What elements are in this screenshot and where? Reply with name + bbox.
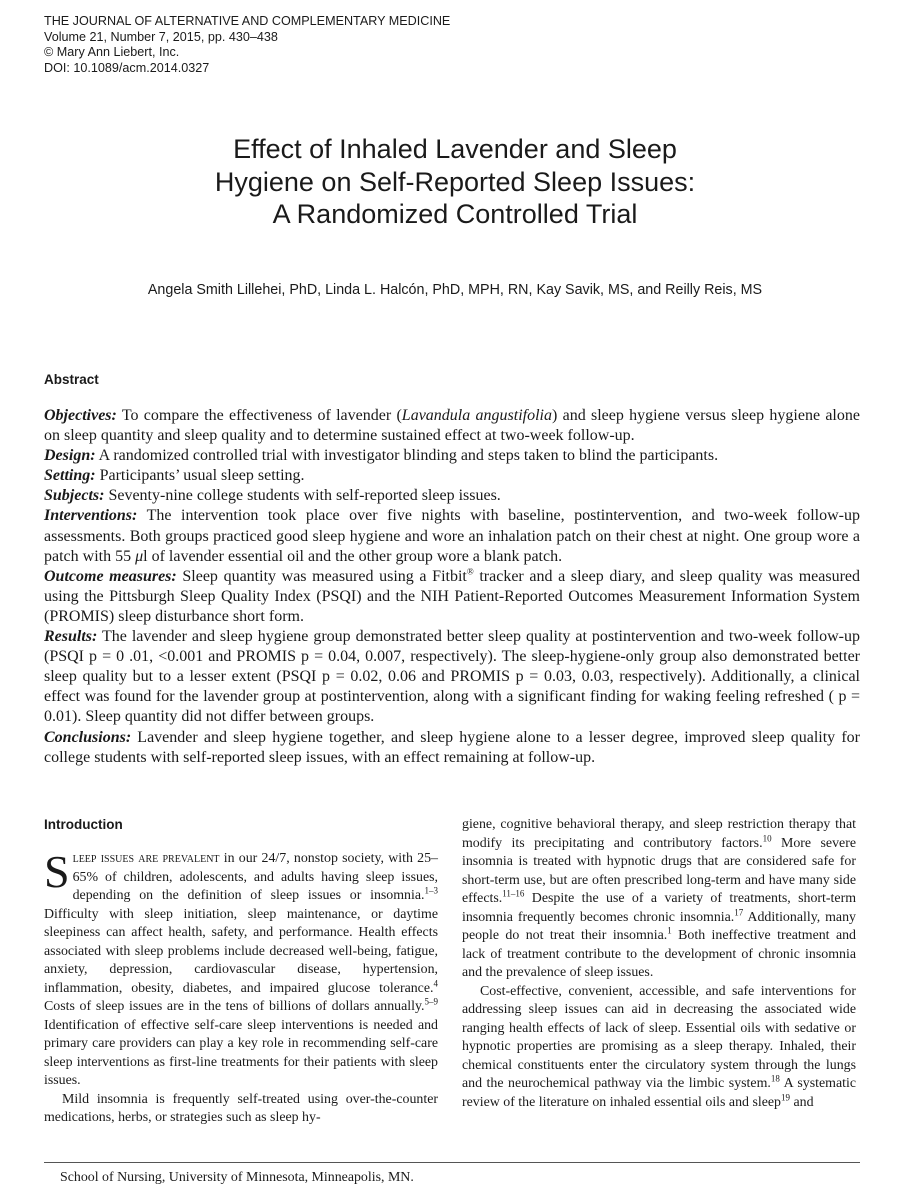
abstract-subjects — [44, 486, 860, 506]
conclusions-text: Lavender and sleep hygiene together, and sleep hygiene alone to a lesser degree, improved sleep quality for college students with self-reported sleep issues, with an effect remaining at follow-up. — [44, 728, 860, 766]
article-title — [0, 133, 910, 231]
citation-ref: 1–3 — [424, 885, 438, 896]
intro-text: Cost-effective, convenient, accessible, and safe interventions for addressing sleep issues can aid in decreasing the associated wide ranging health effects of lack of sleep. Essential oils with sedative or hypnotic properties are promising as a sleep therapy. Inhaled, their chemical constituents enter the circulatory system through the lungs and the neurochemical pathway via the limbic system. — [462, 983, 856, 1091]
setting-text: Participants’ usual sleep setting. — [95, 467, 305, 485]
results-text: The lavender and sleep hygiene group demonstrated better sleep quality at postintervention and two-week follow-up (PSQI p = 0 .01, <0.001 and PROMIS p = 0.04, 0.007, respectively). The sleep-hygiene-only group also demonstrated better sleep quality but to a lesser extent (PSQI p = 0.02, 0.06 and PROMIS p = 0.03, 0.03, respectively). Additionally, a clinical effect was found for the lavender group at postintervention, along with a significant finding for waking feeling refreshed ( p = 0.01). Sleep quantity did not differ between groups. — [44, 628, 860, 726]
intro-text: Both ineffective treatment and lack of treatment contribute to the development of chronic insomnia and the prevalence of sleep issues. — [462, 928, 857, 980]
journal-volume: Volume 21, Number 7, 2015, pp. 430–438 — [44, 29, 278, 44]
intro-text: giene, cognitive behavioral therapy, and sleep restriction therapy that modify its precipitating and contributory factors. — [462, 817, 856, 851]
intro-text: Identification of effective self-care sleep interventions is needed and primary care providers can play a key role in recommending self-care sleep interventions as first-line treatments for their patients with sleep issues. — [44, 1017, 438, 1088]
outcome-text: Sleep quantity was measured using a Fitbit — [176, 567, 467, 585]
species-name: Lavandula angustifolia — [401, 407, 552, 424]
title-line-1: Effect of Inhaled Lavender and Sleep — [233, 134, 677, 164]
abstract-conclusions — [44, 728, 860, 768]
citation-ref: 19 — [781, 1091, 790, 1102]
intro-paragraph-2: Mild insomnia is frequently self-treated using over-the-counter medications, herbs, or strategies such as sleep hy- — [44, 1091, 438, 1125]
citation-ref: 4 — [433, 977, 438, 988]
title-line-3: A Randomized Controlled Trial — [272, 199, 638, 229]
design-text: A randomized controlled trial with investigator blinding and steps taken to blind the participants. — [95, 447, 719, 465]
intro-text: in our 24/7, nonstop society, with 25–65% of children, adolescents, and adults having sleep issues, depending on the definition of sleep issues or insomnia. — [72, 851, 438, 903]
citation-ref: 17 — [734, 906, 744, 917]
intro-text: Despite the use of a variety of treatments, short-term insomnia frequently becomes chronic insomnia. — [462, 891, 856, 925]
abstract-setting — [44, 466, 860, 486]
interventions-label: Interventions: — [44, 507, 138, 525]
title-line-2: Hygiene on Self-Reported Sleep Issues: — [214, 166, 696, 197]
abstract-objectives — [44, 406, 860, 446]
abstract-interventions — [44, 506, 860, 566]
journal-copyright: © Mary Ann Liebert, Inc. — [44, 45, 180, 60]
citation-ref: 18 — [770, 1073, 780, 1084]
drop-cap: S — [44, 846, 70, 897]
intro-text: A systematic review of the literature on inhaled essential oils and sleep — [462, 1076, 856, 1110]
setting-label: Setting: — [44, 467, 96, 485]
intro-paragraph-2-cont — [462, 816, 856, 983]
abstract-body — [44, 406, 860, 768]
abstract-outcome-measures — [44, 567, 860, 627]
journal-doi: DOI: 10.1089/acm.2014.0327 — [44, 60, 210, 75]
intro-right-column — [462, 816, 856, 1112]
objectives-label: Objectives: — [44, 407, 117, 424]
footnote-divider — [44, 1162, 860, 1163]
intro-text: and — [790, 1094, 814, 1110]
results-label: Results: — [44, 628, 98, 646]
subjects-text: Seventy-nine college students with self-reported sleep issues. — [104, 487, 501, 505]
abstract-results — [44, 627, 860, 727]
citation-ref: 10 — [762, 832, 772, 843]
interventions-text: The intervention took place over five nights with baseline, postintervention, and two-week follow-up assessments. Both groups practiced good sleep hygiene and wore an inhalation patch on their chest at night. One group wore a patch with 55 — [44, 507, 860, 565]
journal-header — [44, 14, 450, 76]
citation-ref: 5–9 — [424, 996, 438, 1007]
citation-ref: 1 — [667, 925, 672, 936]
intro-paragraph-3 — [462, 983, 856, 1113]
abstract-heading: Abstract — [44, 372, 99, 387]
author-affiliation: School of Nursing, University of Minnesota, Minneapolis, MN. — [60, 1170, 414, 1185]
design-label: Design: — [44, 447, 96, 465]
outcome-label: Outcome measures: — [44, 567, 177, 585]
author-list: Angela Smith Lillehei, PhD, Linda L. Halcón, PhD, MPH, RN, Kay Savik, MS, and Reilly Reis, MS — [147, 282, 763, 298]
conclusions-label: Conclusions: — [44, 728, 132, 746]
citation-ref: 11–16 — [502, 888, 525, 899]
journal-name: THE JOURNAL OF ALTERNATIVE AND COMPLEMENTARY MEDICINE — [44, 14, 451, 28]
intro-left-column — [44, 816, 438, 1128]
intro-text: More severe insomnia is treated with hypnotic drugs that are considered safe for short-term use, but are often prescribed long-term and have many side effects. — [462, 835, 856, 906]
lead-in-smallcaps: leep issues are prevalent — [72, 851, 220, 866]
intro-text: Costs of sleep issues are in the tens of billions of dollars annually. — [44, 999, 425, 1014]
objectives-text: To compare the effectiveness of lavender ( — [116, 407, 402, 424]
intro-heading: Introduction — [44, 817, 123, 832]
outcome-text-end: tracker and a sleep diary, and sleep quality was measured using the Pittsburgh Sleep Quality Index (PSQI) and the NIH Patient-Reported Outcomes Measurement Information System (PROMIS) sleep disturbance short form. — [44, 567, 861, 625]
intro-paragraph-1 — [44, 846, 438, 1091]
interventions-text-end: l of lavender essential oil and the other group wore a blank patch. — [143, 547, 563, 565]
intro-text: Difficulty with sleep initiation, sleep maintenance, or daytime sleepiness can affect health, safety, and performance. Health effects associated with sleep problems include decreased well-being, fatigue, anxiety, depression, cardiovascular disease, hypertension, inflammation, obesity, diabetes, and impaired glucose tolerance. — [44, 906, 438, 996]
objectives-text-end: ) and sleep hygiene versus sleep hygiene alone on sleep quantity and sleep quality and to determine sustained effect at two-week follow-up. — [44, 407, 860, 445]
registered-mark: ® — [466, 566, 474, 577]
intro-text: Additionally, many people do not treat their insomnia. — [462, 909, 856, 943]
micro-symbol: μ — [135, 547, 144, 565]
subjects-label: Subjects: — [44, 487, 105, 505]
abstract-design — [44, 446, 860, 466]
